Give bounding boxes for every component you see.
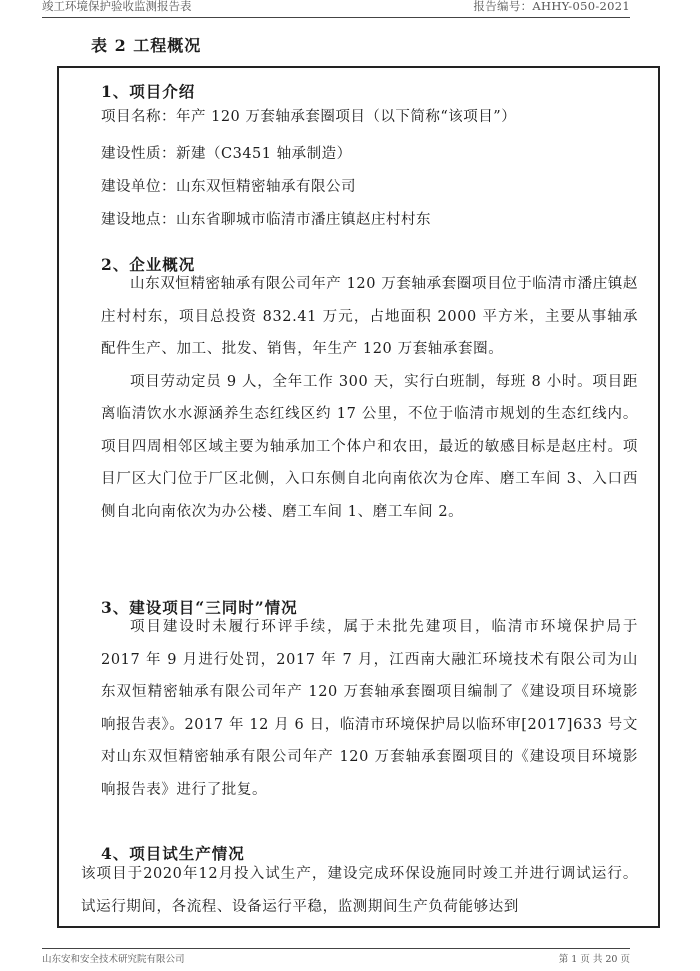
enterprise-paragraph-2: 项目劳动定员 9 人，全年工作 300 天，实行白班制，每班 8 小时。项目距离临清饮水水源涵养生态红线区约 17 公里，不位于临清市规划的生态红线内。项目四周相邻区域主要为轴承加工个体户和农田，最近的敏感目标是赵庄村。项目厂区大门位于厂区北侧，入口东侧自北向南依次为仓库、磨工车间 3、入口西侧自北向南依次为办公楼、磨工车间 1、磨工车间 2。 (101, 373, 638, 520)
table-title: 表 2 工程概况 (91, 36, 202, 55)
page-header (42, 0, 630, 18)
build-nature: 建设性质：新建（C3451 轴承制造） (101, 146, 352, 162)
build-location-line (101, 210, 638, 230)
three-simultaneous-paragraph: 项目建设时未履行环评手续，属于未批先建项目，临清市环境保护局于 2017 年 9 月进行处罚，2017 年 7 月，江西南大融汇环境技术有限公司为山东双恒精密轴承有限公司年产 120 万套轴承套圈项目编制了《建设项目环境影响报告表》。2017 年 12 月 6 日，临清市环境保护局以临环审[2017]633 号文对山东双恒精密轴承有限公司年产 120 万套轴承套圈项目的《建设项目环境影响报告表》进行了批复。 (101, 619, 638, 798)
project-name: 项目名称：年产 120 万套轴承套圈项目（以下简称“该项目”） (101, 109, 517, 125)
enterprise-paragraph-1: 山东双恒精密轴承有限公司年产 120 万套轴承套圈项目位于临清市潘庄镇赵庄村村东，项目总投资 832.41 万元，占地面积 2000 平方米，主要从事轴承配件生产、加工、批发、销售，年生产 120 万套轴承套圈。 (101, 276, 638, 357)
build-unit: 建设单位：山东双恒精密轴承有限公司 (101, 179, 356, 195)
section-1-heading: 1、项目介绍 (101, 82, 196, 101)
build-nature-line (101, 144, 638, 164)
build-unit-line (101, 177, 638, 197)
section-3-body (101, 611, 638, 806)
header-report-number: 报告编号：AHHY-050-2021 (473, 0, 630, 13)
section-4-heading: 4、项目试生产情况 (101, 844, 245, 863)
section-3-heading: 3、建设项目“三同时”情况 (101, 598, 298, 617)
project-name-line (101, 107, 638, 127)
footer-organization: 山东安和安全技术研究院有限公司 (42, 954, 185, 965)
section-2-heading: 2、企业概况 (101, 255, 196, 274)
build-location: 建设地点：山东省聊城市临清市潘庄镇赵庄村村东 (101, 212, 431, 228)
page-footer (42, 948, 630, 967)
footer-page-number: 第 1 页 共 20 页 (558, 954, 630, 965)
project-overview-box (57, 66, 660, 928)
section-1 (101, 82, 638, 102)
section-2-body (101, 268, 638, 528)
trial-production-paragraph: 该项目于2020年12月投入试生产，建设完成环保设施同时竣工并进行调试运行。试运行期间，各流程、设备运行平稳，监测期间生产负荷能够达到 (81, 866, 638, 915)
header-report-type: 竣工环境保护验收监测报告表 (42, 0, 192, 13)
section-4-body (81, 858, 638, 923)
